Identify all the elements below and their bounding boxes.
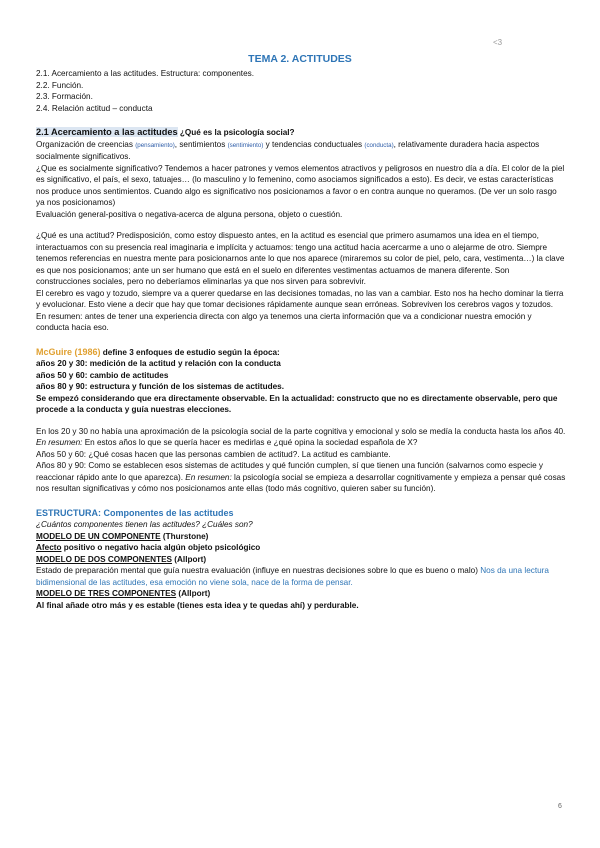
tag-pensamiento: (pensamiento) xyxy=(135,141,175,149)
document-body xyxy=(36,68,566,611)
text: En resumen: xyxy=(185,472,232,482)
paragraph xyxy=(36,565,566,588)
section-heading-highlight: 2.1 Acercamiento a las actitudes xyxy=(36,127,178,137)
tag-conducta: (conducta) xyxy=(364,141,394,149)
paragraph: ¿Que es socialmente significativo? Tendemos a hacer patrones y vemos elementos atractivos y peligrosos en nuestro día a día. El color de la piel es significativo, el país, el sexo, tatuajes… (lo masculino y lo femenino, como asociamos significados a esto). Es decir, ve estas características nos produce unos sentimientos. Cuando algo es significativo nos posicionamos a favor o en contra aunque no queramos. (De ver un solo rasgo ya nos posicionamos) xyxy=(36,163,565,207)
model-heading xyxy=(36,531,566,543)
text: MODELO DE TRES COMPONENTES xyxy=(36,589,177,598)
section-mcguire xyxy=(36,347,566,495)
paragraph xyxy=(36,460,566,495)
section-estructura xyxy=(36,508,566,612)
text: , relativamente duradera hacia aspectos socialmente significativos. xyxy=(36,139,540,161)
model-heading xyxy=(36,588,566,600)
section-heading xyxy=(36,508,566,520)
page-number: 6 xyxy=(558,803,562,810)
text: En resumen: xyxy=(36,438,83,447)
paragraph: Evaluación general-positiva o negativa-acerca de alguna persona, objeto o cuestión. xyxy=(36,209,343,219)
text: y tendencias conductuales xyxy=(263,139,365,149)
toc-item: 2.2. Función. xyxy=(36,80,84,90)
text: Estado de preparación mental que guía nuestra evaluación (influye en nuestras decisiones sobre lo que es bueno o malo) xyxy=(36,566,481,575)
text: MODELO DE UN COMPONENTE xyxy=(36,531,161,541)
toc-item: 2.4. Relación actitud – conducta xyxy=(36,103,153,113)
section-acercamiento xyxy=(36,127,566,334)
table-of-contents xyxy=(36,68,566,114)
text: , sentimientos xyxy=(174,139,228,149)
text: (Thurstone) xyxy=(160,531,209,541)
text: En los 20 y 30 no había una aproximación de la psicología social de la parte cognitiva y emocional y solo se medía la conducta hasta los años 40. xyxy=(36,426,566,436)
author-name: McGuire (1986) xyxy=(36,346,101,357)
mcguire-intro xyxy=(36,347,566,359)
list-item: años 80 y 90: estructura y función de los sistemas de actitudes. xyxy=(36,382,284,391)
paragraph: En resumen: antes de tener una experiencia directa con algo ya tenemos una cierta información que va a condicionar nuestra emoción y conducta hacia eso. xyxy=(36,311,532,332)
definition-paragraph xyxy=(36,139,566,163)
list-item: años 50 y 60: cambio de actitudes xyxy=(36,370,169,380)
toc-item: 2.3. Formación. xyxy=(36,92,93,101)
corner-mark: <3 xyxy=(493,38,503,47)
toc-item: 2.1. Acercamiento a las actitudes. Estructura: componentes. xyxy=(36,69,254,78)
section-heading xyxy=(36,127,566,139)
page-title: TEMA 2. ACTITUDES xyxy=(248,53,352,65)
text: Afecto xyxy=(36,543,62,552)
text: define 3 enfoques de estudio según la época: xyxy=(100,347,280,357)
paragraph xyxy=(36,542,566,554)
paragraph: ¿Qué es una actitud? Predisposición, como estoy dispuesto antes, en la actitud es esencial que primero asumamos una idea en el tiempo, interactuamos con su presencia real imaginaria e implícita y actuamos: tengo una actitud hacia acercarme a uno o alejarme de otro. Siempre tenemos referencias en nuestra mente para posicionarnos ante lo que nos aparece (miraremos su color de piel, pelo, cara, vestimenta…) la clave es que nos posicionamos; ante un ser humano que está en el suelo en diferentes vestimentas actuamos de manera diferente. Son construcciones sociales, pero no deberíamos eliminarlas ya que nos sirven para sobrevivir. xyxy=(36,231,565,286)
text: positivo o negativo hacia algún objeto psicológico xyxy=(61,543,261,552)
paragraph: El cerebro es vago y tozudo, siempre va a querer quedarse en las decisiones tomadas, no las van a cambiar. Esto nos ha hecho dominar la tierra y evolucionar. Esto viene a decir que hay que tomar decisiones rápidamente aunque sean erróneas. Sobreviven los cerebros vagos y tozudos. xyxy=(36,288,564,309)
text: En estos años lo que se quería hacer es medirlas e ¿qué opina la sociedad española de X? xyxy=(82,438,418,447)
text: MODELO DE DOS COMPONENTES xyxy=(36,554,173,564)
text: (Allport) xyxy=(176,589,211,598)
tag-sentimiento: (sentimiento) xyxy=(227,141,264,149)
paragraph: Se empezó considerando que era directamente observable. En la actualidad: constructo que no es directamente observable, pero que procede a la conducta y guía nuestras elecciones. xyxy=(36,393,558,414)
question: ¿Cuántos componentes tienen las actitudes? ¿Cuáles son? xyxy=(36,520,253,529)
text: (Allport) xyxy=(172,554,207,564)
text: ESTRUCTURA: xyxy=(36,507,101,518)
section-question: ¿Qué es la psicología social? xyxy=(177,128,295,137)
paragraph: Años 50 y 60: ¿Qué cosas hacen que las personas cambien de actitud?. La actitud es cambiante. xyxy=(36,449,391,459)
list-item: años 20 y 30: medición de la actitud y relación con la conducta xyxy=(36,359,281,368)
paragraph: Al final añade otro más y es estable (tienes esta idea y te quedas ahí) y perdurable. xyxy=(36,600,359,610)
text: la psicología social se empieza a desarrollar cognitivamente y empieza a pensar qué cosas nos resultan significativas y cómo nos posicionamos ante ellas (todo más cognitivo, quieren saber su función). xyxy=(36,472,566,493)
text: Componentes de las actitudes xyxy=(101,507,234,518)
paragraph xyxy=(36,426,566,449)
model-heading xyxy=(36,554,566,566)
text: Años 80 y 90: Como se establecen esos sistemas de actitudes y qué función cumplen, sí que tienen una función (salvarnos como especie y reaccionar rápido ante lo que aparezca). xyxy=(36,461,544,482)
text: Nos da una lectura bidimensional de las actitudes, esa emoción no viene sola, nace de la forma de pensar. xyxy=(36,566,549,587)
text: Organización de creencias xyxy=(36,139,136,149)
